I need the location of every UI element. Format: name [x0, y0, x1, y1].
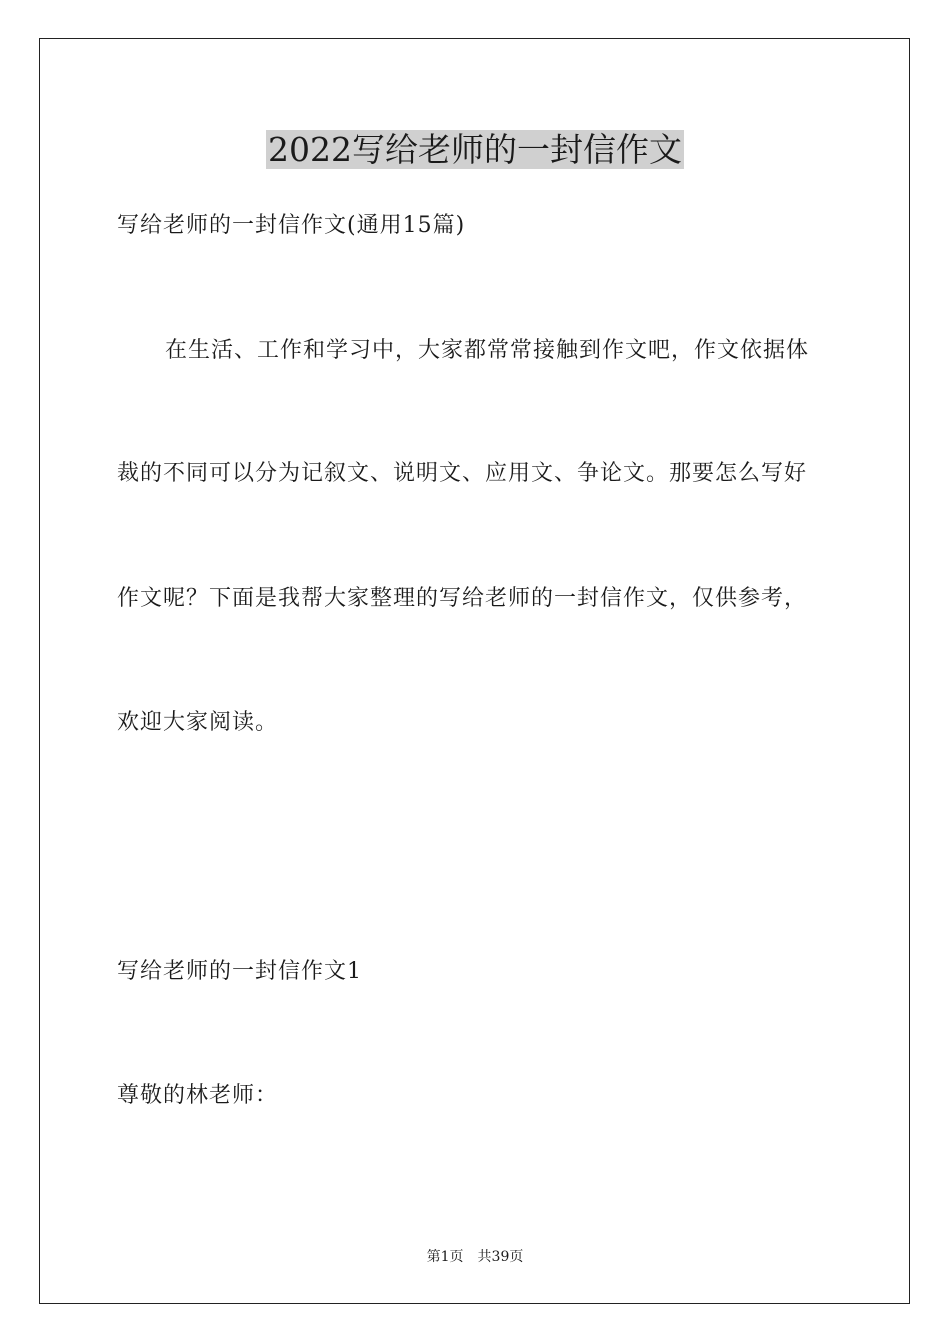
document-title-text: 2022写给老师的一封信作文 — [268, 130, 682, 169]
page-total: 共39页 — [477, 1249, 524, 1265]
intro-paragraph-line-3: 作文呢？下面是我帮大家整理的写给老师的一封信作文，仅供参考， — [117, 586, 808, 611]
section-heading: 写给老师的一封信作文1 — [117, 959, 362, 984]
page-number: 第1页 — [426, 1249, 464, 1265]
page-footer — [0, 1247, 950, 1267]
intro-paragraph-line-2: 裁的不同可以分为记叙文、说明文、应用文、争论文。那要怎么写好 — [117, 461, 808, 486]
document-subtitle: 写给老师的一封信作文(通用15篇) — [117, 213, 466, 238]
intro-paragraph-line-4: 欢迎大家阅读。 — [117, 710, 279, 735]
letter-salutation: 尊敬的林老师： — [117, 1083, 279, 1108]
document-title — [0, 128, 950, 172]
intro-paragraph-line-1: 在生活、工作和学习中，大家都常常接触到作文吧，作文依据体 — [165, 338, 810, 363]
